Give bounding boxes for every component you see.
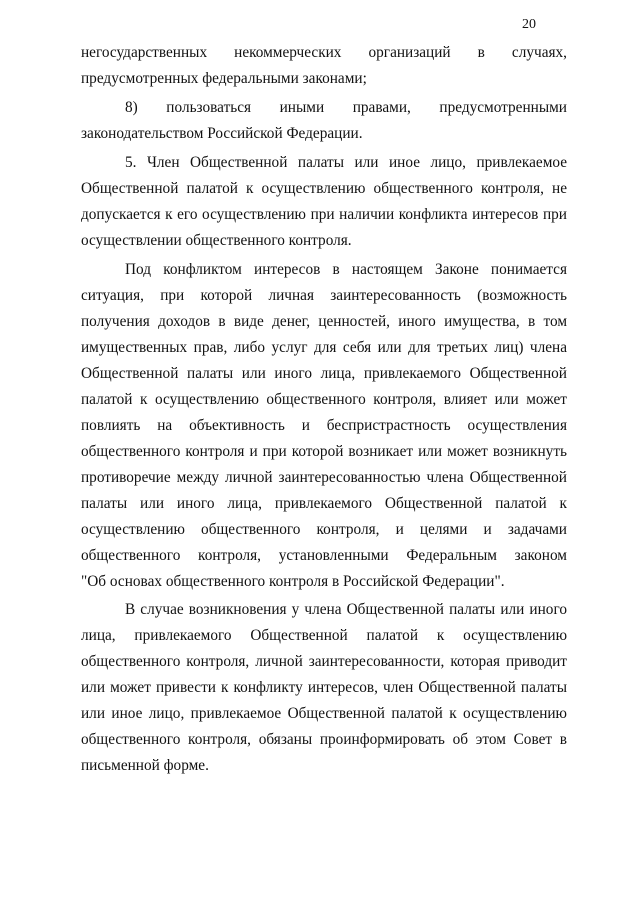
text-line: письменной форме. xyxy=(81,757,209,774)
text-line: Общественной палаты или иного лица, привлекаемого Общественной xyxy=(81,365,567,382)
text-line: противоречие между личной заинтересованностью члена Общественной xyxy=(81,469,567,486)
text-line: ситуация, при которой личная заинтересованность (возможность xyxy=(81,287,567,304)
text-line: 8) пользоваться иными правами, предусмотренными xyxy=(125,99,567,116)
paragraph-obligation-to-inform xyxy=(81,597,567,779)
text-line: палатой к осуществлению общественного контроля, влияет или может xyxy=(81,391,567,408)
document-body xyxy=(81,40,567,779)
text-line: лица, привлекаемого Общественной палатой к осуществлению xyxy=(81,627,567,644)
text-line: общественного контроля, установленными Федеральным законом xyxy=(81,547,567,564)
text-line: допускается к его осуществлению при наличии конфликта интересов при xyxy=(81,206,567,223)
paragraph-conflict-definition xyxy=(81,257,567,595)
paragraph-clause-5 xyxy=(81,150,567,254)
text-line: получения доходов в виде денег, ценностей, иного имущества, в том xyxy=(81,313,567,330)
text-line: общественного контроля, личной заинтересованности, которая приводит xyxy=(81,653,567,670)
text-line: негосударственных некоммерческих организаций в случаях, xyxy=(81,44,567,61)
text-line: Общественной палатой к осуществлению общественного контроля, не xyxy=(81,180,567,197)
page-number: 20 xyxy=(522,17,536,32)
text-line: осуществлению общественного контроля, и целями и задачами xyxy=(81,521,567,538)
text-line: В случае возникновения у члена Общественной палаты или иного xyxy=(125,601,567,618)
text-line: законодательством Российской Федерации. xyxy=(81,125,363,142)
text-line: палаты или иного лица, привлекаемого Общественной палатой к xyxy=(81,495,567,512)
text-line: повлиять на объективность и беспристрастность осуществления xyxy=(81,417,567,434)
paragraph-continuation xyxy=(81,40,567,92)
text-line: имущественных прав, либо услуг для себя или для третьих лиц) члена xyxy=(81,339,567,356)
text-line: 5. Член Общественной палаты или иное лицо, привлекаемое xyxy=(125,154,567,171)
text-line: осуществлении общественного контроля. xyxy=(81,232,352,249)
text-line: предусмотренных федеральными законами; xyxy=(81,70,367,87)
paragraph-item-8 xyxy=(81,95,567,147)
text-line: "Об основах общественного контроля в Российской Федерации". xyxy=(81,573,505,590)
text-line: или иное лицо, привлекаемое Общественной палатой к осуществлению xyxy=(81,705,567,722)
text-line: общественного контроля и при которой возникает или может возникнуть xyxy=(81,443,567,460)
text-line: или может привести к конфликту интересов, член Общественной палаты xyxy=(81,679,567,696)
text-line: Под конфликтом интересов в настоящем Законе понимается xyxy=(125,261,567,278)
text-line: общественного контроля, обязаны проинформировать об этом Совет в xyxy=(81,731,567,748)
